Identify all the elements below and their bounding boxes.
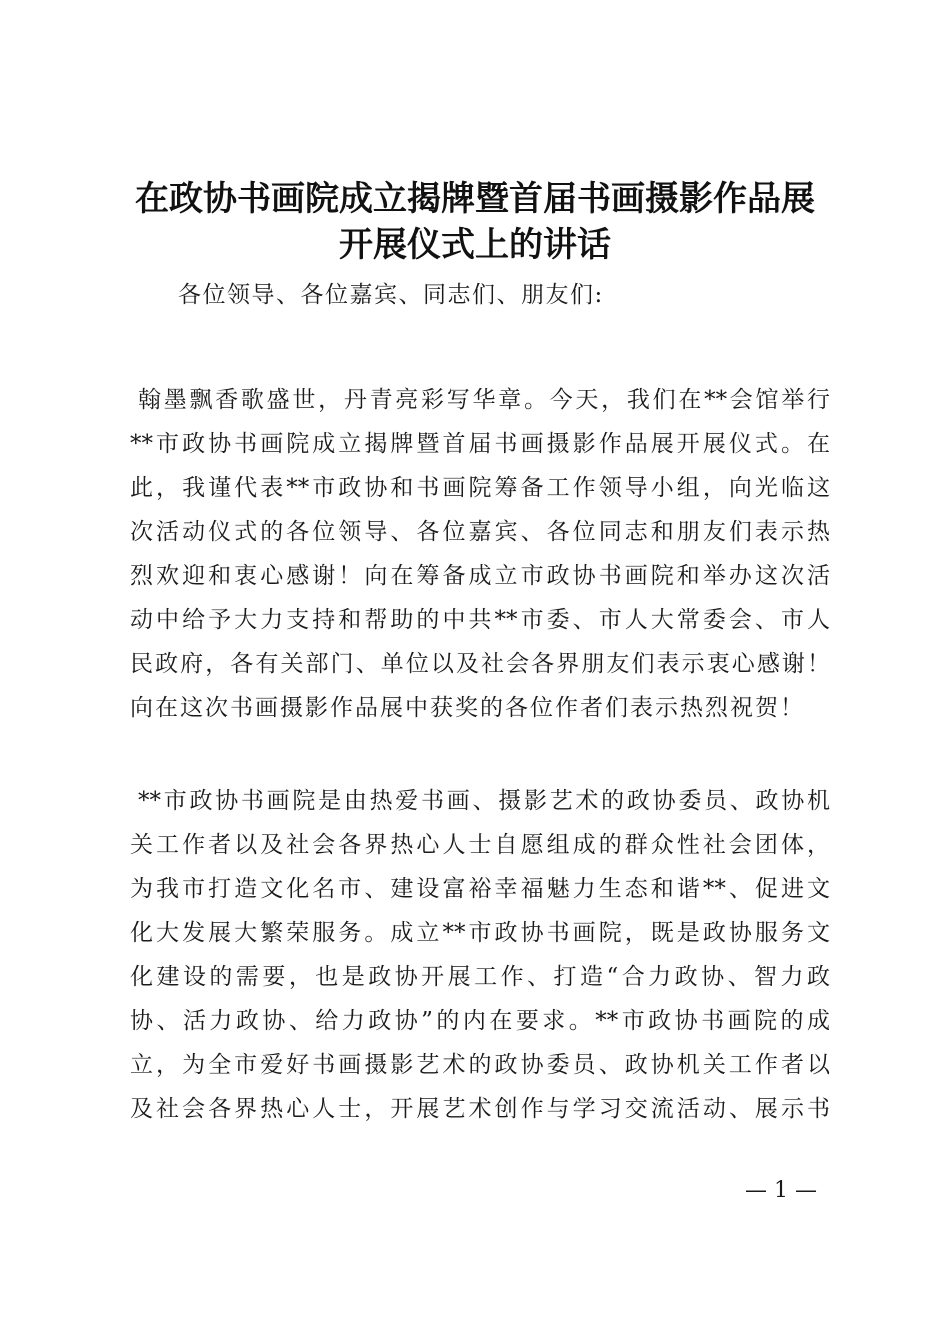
paragraph-line: 向在这次书画摄影作品展中获奖的各位作者们表示热烈祝贺！ xyxy=(130,695,805,721)
document-title-line-2: 开展仪式上的讲话 xyxy=(339,225,611,265)
paragraph-line: 动中给予大力支持和帮助的中共**市委、市人大常委会、市人 xyxy=(130,607,830,633)
paragraph-line: 化大发展大繁荣服务。成立**市政协书画院，既是政协服务文 xyxy=(130,920,830,946)
paragraph-line: 烈欢迎和衷心感谢！向在筹备成立市政协书画院和举办这次活 xyxy=(130,563,830,589)
paragraph-line: 立，为全市爱好书画摄影艺术的政协委员、政协机关工作者以 xyxy=(130,1052,830,1078)
salutation: 各位领导、各位嘉宾、同志们、朋友们: xyxy=(178,282,604,308)
paragraph-1 xyxy=(130,378,830,730)
paragraph-line: 协、活力政协、给力政协”的内在要求。**市政协书画院的成 xyxy=(130,1008,830,1034)
paragraph-line: 此，我谨代表**市政协和书画院筹备工作领导小组，向光临这 xyxy=(130,475,830,501)
paragraph-line: 为我市打造文化名市、建设富裕幸福魅力生态和谐**、促进文 xyxy=(130,876,830,902)
page-number: — 1 — xyxy=(745,1178,817,1203)
paragraph-line: 及社会各界热心人士，开展艺术创作与学习交流活动、展示书 xyxy=(130,1096,830,1122)
paragraph-line: 关工作者以及社会各界热心人士自愿组成的群众性社会团体， xyxy=(130,832,830,858)
document-title-line-1: 在政协书画院成立揭牌暨首届书画摄影作品展 xyxy=(135,179,815,219)
paragraph-line: **市政协书画院成立揭牌暨首届书画摄影作品展开展仪式。在 xyxy=(130,431,830,457)
paragraph-line: 化建设的需要，也是政协开展工作、打造“合力政协、智力政 xyxy=(130,964,830,990)
paragraph-line: **市政协书画院是由热爱书画、摄影艺术的政协委员、政协机 xyxy=(138,788,830,814)
paragraph-2 xyxy=(130,779,830,1131)
paragraph-line: 翰墨飘香歌盛世，丹青亮彩写华章。今天，我们在**会馆举行 xyxy=(138,387,830,413)
paragraph-line: 民政府，各有关部门、单位以及社会各界朋友们表示衷心感谢！ xyxy=(130,651,830,677)
paragraph-line: 次活动仪式的各位领导、各位嘉宾、各位同志和朋友们表示热 xyxy=(130,519,830,545)
